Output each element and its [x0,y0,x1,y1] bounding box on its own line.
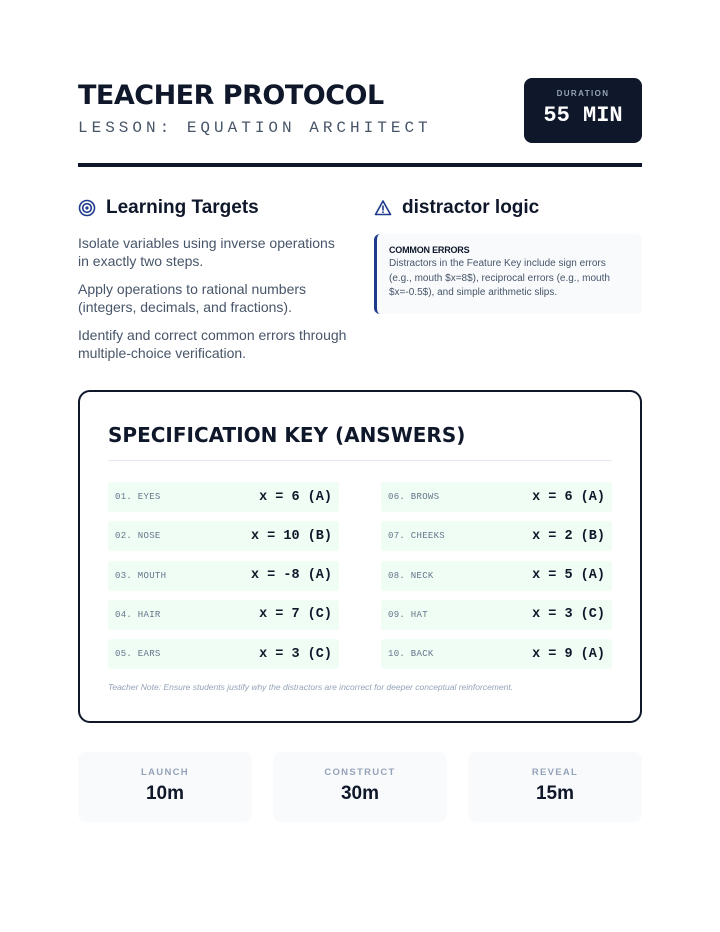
warning-icon [374,199,392,217]
duration-value: 55 MIN [543,103,623,128]
answer-feature-label: 03. MOUTH [115,570,167,581]
answer-column-left [108,482,339,678]
answer-row [108,521,339,551]
phase-duration: 30m [340,783,380,804]
answer-row [108,482,339,512]
answer-value: x = 3 (C) [259,646,332,662]
answer-value: x = 2 (B) [532,528,605,544]
phase-duration: 15m [535,783,575,804]
learning-targets-list [78,234,348,372]
phase-card-launch [78,752,252,822]
learning-targets-heading [78,197,259,219]
answer-value: x = 5 (A) [532,568,605,584]
answer-feature-label: 06. BROWS [388,492,440,502]
common-errors-text: Distractors in the Feature Key include sign errors (e.g., mouth $x=8$), reciprocal errors (e.g., mouth $x=-0.5$), and simple arithmetic slips. [389,258,610,298]
header-divider [78,163,642,167]
duration-label: DURATION [556,89,610,98]
phase-card-reveal [468,752,642,822]
learning-targets-title: Learning Targets [106,197,259,218]
answer-value: x = 9 (A) [532,646,605,662]
answer-row [381,600,612,630]
duration-badge [524,78,642,143]
common-errors-box [374,234,642,314]
target-icon [78,199,96,217]
phase-label: LAUNCH [141,767,189,778]
answer-value: x = 10 (B) [250,528,332,544]
learning-target-item: Isolate variables using inverse operations in exactly two steps. [78,235,335,269]
answer-feature-label: 09. HAT [388,609,428,620]
answer-feature-label: 07. CHEEKS [388,531,446,542]
distractor-logic-title: distractor logic [402,197,540,218]
phase-label: REVEAL [531,767,579,778]
answer-feature-label: 04. HAIR [115,609,161,620]
answer-value: x = 7 (C) [259,607,332,623]
answer-row [108,561,339,591]
answer-value: x = 6 (A) [259,489,332,505]
specification-key-title: SPECIFICATION KEY (ANSWERS) [108,423,466,447]
answer-value: x = 6 (A) [532,489,605,505]
answer-feature-label: 05. EARS [115,649,161,660]
learning-target-item: Identify and correct common errors through multiple-choice verification. [78,327,347,361]
answer-feature-label: 02. NOSE [115,531,161,542]
answer-row [108,600,339,630]
phase-card-construct [273,752,447,822]
answer-feature-label: 10. BACK [388,649,434,660]
answer-value: x = 3 (C) [532,607,605,623]
phase-duration: 10m [145,783,185,804]
answer-column-right [381,482,612,678]
answer-value: x = -8 (A) [250,568,332,584]
learning-target-item: Apply operations to rational numbers (integers, decimals, and fractions). [78,281,307,315]
teacher-note: Teacher Note: Ensure students justify why the distractors are incorrect for deeper conceptual reinforcement. [108,682,514,692]
answer-feature-label: 08. NECK [388,570,434,581]
answer-row [381,482,612,512]
lesson-subtitle: LESSON: EQUATION ARCHITECT [78,119,432,137]
page-title: TEACHER PROTOCOL [78,80,384,111]
distractor-logic-heading [374,197,539,219]
answer-row [381,639,612,669]
header [78,78,642,168]
answer-feature-label: 01. EYES [115,492,161,502]
specification-divider [108,460,612,461]
common-errors-title: COMMON ERRORS [389,245,470,255]
specification-key-card [78,390,642,723]
answer-row [108,639,339,669]
phase-label: CONSTRUCT [324,767,396,778]
lesson-phases [78,752,642,822]
answer-row [381,561,612,591]
answer-row [381,521,612,551]
